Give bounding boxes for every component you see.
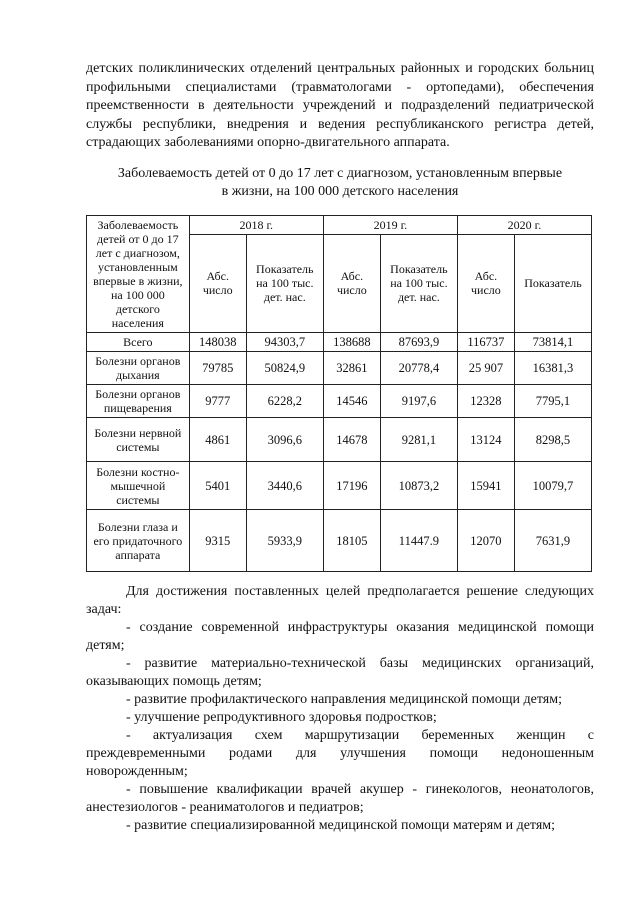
table-header-row-years xyxy=(87,216,592,235)
table-row xyxy=(87,510,592,572)
table-row-label: Болезни нервной системы xyxy=(87,418,190,462)
table-cell: 94303,7 xyxy=(246,333,323,352)
table-cell: 15941 xyxy=(457,462,514,510)
table-caption-line-2: в жизни, на 100 000 детского населения xyxy=(221,184,459,199)
table-cell: 13124 xyxy=(457,418,514,462)
table-cell: 16381,3 xyxy=(514,352,591,385)
table-cell: 20778,4 xyxy=(380,352,457,385)
table-cell: 5401 xyxy=(189,462,246,510)
table-cell: 9281,1 xyxy=(380,418,457,462)
task-item: - развитие материально-технической базы медицинских организаций, оказывающих помощь детям; xyxy=(86,656,594,689)
table-cell: 73814,1 xyxy=(514,333,591,352)
task-item: - улучшение репродуктивного здоровья подростков; xyxy=(126,710,437,725)
table-cell: 12070 xyxy=(457,510,514,572)
table-cell: 10079,7 xyxy=(514,462,591,510)
table-row xyxy=(87,462,592,510)
table-row xyxy=(87,352,592,385)
table-cell: 6228,2 xyxy=(246,385,323,418)
table-cell: 7795,1 xyxy=(514,385,591,418)
table-row xyxy=(87,418,592,462)
intro-paragraph xyxy=(86,60,594,153)
table-cell: 3096,6 xyxy=(246,418,323,462)
table-subheader: Абс. число xyxy=(189,234,246,332)
table-cell: 50824,9 xyxy=(246,352,323,385)
table-subheader: Показатель на 100 тыс. дет. нас. xyxy=(246,234,323,332)
table-cell: 138688 xyxy=(323,333,380,352)
task-item: - создание современной инфраструктуры оказания медицинской помощи детям; xyxy=(86,620,594,653)
table-year-2018: 2018 г. xyxy=(189,216,323,235)
table-caption xyxy=(86,165,594,201)
table-cell: 9315 xyxy=(189,510,246,572)
table-cell: 5933,9 xyxy=(246,510,323,572)
table-cell: 148038 xyxy=(189,333,246,352)
table-cell: 7631,9 xyxy=(514,510,591,572)
table-cell: 12328 xyxy=(457,385,514,418)
table-cell: 32861 xyxy=(323,352,380,385)
table-subheader: Абс. число xyxy=(457,234,514,332)
table-cell: 116737 xyxy=(457,333,514,352)
table-cell: 11447.9 xyxy=(380,510,457,572)
table-cell: 25 907 xyxy=(457,352,514,385)
table-cell: 79785 xyxy=(189,352,246,385)
morbidity-table xyxy=(86,215,592,572)
table-subheader: Показатель xyxy=(514,234,591,332)
table-cell: 18105 xyxy=(323,510,380,572)
table-row-label: Всего xyxy=(87,333,190,352)
table-subheader: Абс. число xyxy=(323,234,380,332)
table-caption-line-1: Заболеваемость детей от 0 до 17 лет с диагнозом, установленным впервые xyxy=(117,166,563,181)
table-cell: 10873,2 xyxy=(380,462,457,510)
table-subheader: Показатель на 100 тыс. дет. нас. xyxy=(380,234,457,332)
table-cell: 14546 xyxy=(323,385,380,418)
task-item: - развитие профилактического направления медицинской помощи детям; xyxy=(126,692,562,707)
table-cell: 3440,6 xyxy=(246,462,323,510)
table-cell: 9197,6 xyxy=(380,385,457,418)
table-row-label: Болезни органов пищеварения xyxy=(87,385,190,418)
table-cell: 17196 xyxy=(323,462,380,510)
table-row-label: Болезни органов дыхания xyxy=(87,352,190,385)
tasks-intro: Для достижения поставленных целей предполагается решение следующих задач: xyxy=(86,584,594,617)
table-cell: 14678 xyxy=(323,418,380,462)
table-row-header: Заболеваемость детей от 0 до 17 лет с диагнозом, установленным впервые в жизни, на 100 000 детского населения xyxy=(87,216,190,333)
table-cell: 8298,5 xyxy=(514,418,591,462)
task-item: - развитие специализированной медицинской помощи матерям и детям; xyxy=(126,818,556,833)
table-cell: 9777 xyxy=(189,385,246,418)
table-row xyxy=(87,385,592,418)
task-item: - актуализация схем маршрутизации беременных женщин с преждевременными родами для улучшения помощи недоношенным новорожденным; xyxy=(86,728,594,779)
intro-text: детских поликлинических отделений центральных районных и городских больниц профильными специалистами (травматологами - ортопедами), обеспечения преемственности в деятельности учреждений и подразделений педиатрической службы республики, внедрения и ведения республиканского регистра детей, страдающих заболеваниями опорно-двигательного аппарата. xyxy=(86,61,594,150)
table-year-2019: 2019 г. xyxy=(323,216,457,235)
table-year-2020: 2020 г. xyxy=(457,216,591,235)
table-cell: 4861 xyxy=(189,418,246,462)
table-row-label: Болезни костно-мышечной системы xyxy=(87,462,190,510)
table-row xyxy=(87,333,592,352)
table-row-label: Болезни глаза и его придаточного аппарата xyxy=(87,510,190,572)
task-item: - повышение квалификации врачей акушер - гинекологов, неонатологов, анестезиологов - реаниматологов и педиатров; xyxy=(86,782,594,815)
table-cell: 87693,9 xyxy=(380,333,457,352)
tasks-section xyxy=(86,583,594,835)
